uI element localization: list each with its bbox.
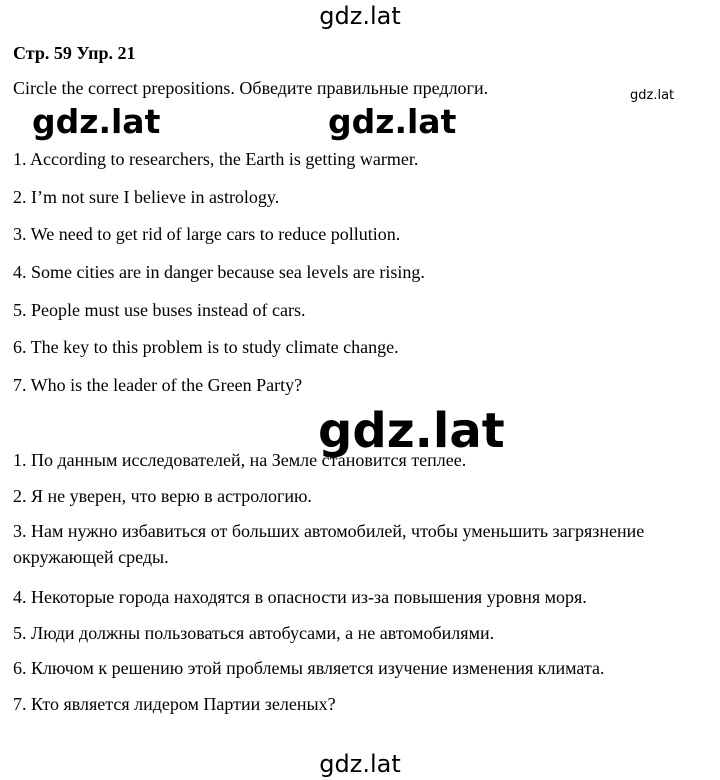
english-sentence: 2. I’m not sure I believe in astrology. <box>13 186 280 207</box>
russian-sentence-list <box>13 447 653 726</box>
russian-sentence: 3. Нам нужно избавиться от больших автомобилей, чтобы уменьшить загрязнение окружающей среды. <box>13 521 645 567</box>
page-heading: Стр. 59 Упр. 21 <box>13 43 136 63</box>
watermark-left: gdz.lat <box>32 102 161 141</box>
russian-sentence: 7. Кто является лидером Партии зеленых? <box>13 693 336 714</box>
english-sentence: 7. Who is the leader of the Green Party? <box>13 375 303 396</box>
english-sentence-list <box>13 146 425 410</box>
english-sentence: 5. People must use buses instead of cars. <box>13 299 306 320</box>
watermark-big-center: gdz.lat <box>318 403 505 459</box>
russian-sentence: 6. Ключом к решению этой проблемы является изучение изменения климата. <box>13 658 605 678</box>
russian-sentence: 5. Люди должны пользоваться автобусами, а не автомобилями. <box>13 622 495 643</box>
watermark-bottom: gdz.lat <box>319 750 401 778</box>
english-sentence: 1. According to researchers, the Earth is getting warmer. <box>13 149 419 169</box>
watermark-small-right: gdz.lat <box>630 88 675 103</box>
english-sentence: 6. The key to this problem is to study climate change. <box>13 337 399 358</box>
exercise-instruction: Circle the correct prepositions. Обведите правильные предлоги. <box>13 78 489 98</box>
english-sentence: 3. We need to get rid of large cars to reduce pollution. <box>13 224 401 245</box>
russian-sentence: 2. Я не уверен, что верю в астрологию. <box>13 485 312 506</box>
russian-sentence: 1. По данным исследователей, на Земле становится теплее. <box>13 450 467 470</box>
watermark-top: gdz.lat <box>319 2 401 30</box>
watermark-middle: gdz.lat <box>328 102 457 141</box>
english-sentence: 4. Some cities are in danger because sea levels are rising. <box>13 262 425 283</box>
russian-sentence: 4. Некоторые города находятся в опасности из-за повышения уровня моря. <box>13 587 587 607</box>
